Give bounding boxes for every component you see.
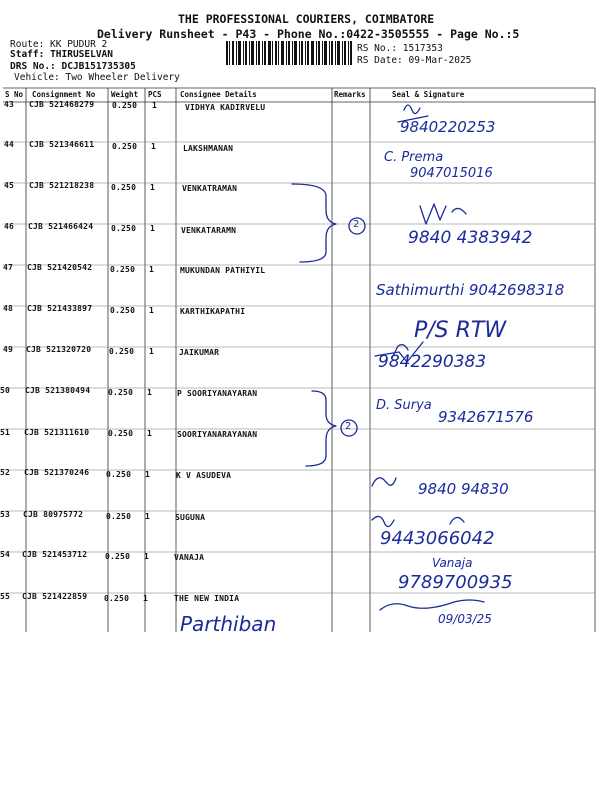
handwritten-phone: 9047015016 <box>410 166 493 181</box>
handwritten-name: C. Prema <box>384 150 444 165</box>
row-consignee: KARTHIKAPATHI <box>180 307 246 316</box>
handwritten-phone: 9842290383 <box>378 352 487 372</box>
row-weight: 0.250 <box>110 306 136 315</box>
row-sno: 52 <box>0 468 11 477</box>
handwritten-signature: Sathimurthi 9042698318 <box>376 281 565 299</box>
courier-company-title: THE PROFESSIONAL COURIERS, COIMBATORE <box>178 12 435 26</box>
handwritten-name: D. Surya <box>376 398 432 413</box>
row-consignee: JAIKUMAR <box>179 348 220 357</box>
row-consignee: LAKSHMANAN <box>183 144 234 153</box>
col-consignment-header: Consignment No <box>32 90 96 99</box>
row-pcs: 1 <box>143 594 149 603</box>
row-sno: 43 <box>4 100 15 109</box>
row-consignee: K V ASUDEVA <box>176 471 232 480</box>
col-sno-header: S No <box>5 90 24 99</box>
row-consignee: THE NEW INDIA <box>174 594 240 603</box>
row-weight: 0.250 <box>104 594 130 603</box>
rs-date: RS Date: 09-Mar-2025 <box>357 55 472 66</box>
row-consignment: CJB 521422859 <box>22 592 88 601</box>
row-consignee: SOORIYANARAYANAN <box>177 430 258 439</box>
row-consignment: CJB 521380494 <box>25 386 91 395</box>
row-pcs: 1 <box>147 388 153 397</box>
row-weight: 0.250 <box>112 101 138 110</box>
row-sno: 51 <box>0 428 11 437</box>
handwritten-phone: 9443066042 <box>380 528 495 549</box>
row-weight: 0.250 <box>109 347 135 356</box>
col-pcs-header: PCS <box>148 90 162 99</box>
row-pcs: 1 <box>145 470 151 479</box>
drs-number: DCJB151735305 <box>61 61 136 72</box>
row-consignment: CJB 521311610 <box>24 428 90 437</box>
row-consignment: CJB 521218238 <box>29 181 95 190</box>
row-consignment: CJB 521346611 <box>29 140 95 149</box>
row-consignee: VENKATARAMN <box>181 226 237 235</box>
row-weight: 0.250 <box>111 224 137 233</box>
row-sno: 48 <box>3 304 14 313</box>
handwritten-name: Parthiban <box>180 612 277 636</box>
row-weight: 0.250 <box>111 183 137 192</box>
handwritten-phone: 9840 4383942 <box>408 228 533 248</box>
staff-name: THIRUSELVAN <box>50 49 113 60</box>
row-weight: 0.250 <box>106 470 132 479</box>
row-pcs: 1 <box>145 512 151 521</box>
row-sno: 45 <box>4 181 15 190</box>
col-weight-header: Weight <box>111 90 139 99</box>
row-weight: 0.250 <box>110 265 136 274</box>
row-weight: 0.250 <box>106 512 132 521</box>
row-consignee: VIDHYA KADIRVELU <box>185 103 266 112</box>
handwritten-signature: 9840 94830 <box>418 480 509 498</box>
row-consignment: CJB 521420542 <box>27 263 93 272</box>
circled-mark: 2 <box>353 219 360 230</box>
row-pcs: 1 <box>150 224 156 233</box>
row-consignment: CJB 521453712 <box>22 550 88 559</box>
row-consignee: SUGUNA <box>175 513 206 522</box>
rs-number: RS No.: 1517353 <box>357 43 443 54</box>
row-sno: 47 <box>3 263 14 272</box>
row-sno: 54 <box>0 550 11 559</box>
row-consignment: CJB 521370246 <box>24 468 90 477</box>
row-sno: 49 <box>3 345 14 354</box>
handwritten-name: Vanaja <box>432 556 473 570</box>
row-weight: 0.250 <box>112 142 138 151</box>
row-weight: 0.250 <box>108 429 134 438</box>
row-consignment: CJB 521320720 <box>26 345 92 354</box>
col-signature-header: Seal & Signature <box>392 90 465 99</box>
col-consignee-header: Consignee Details <box>180 90 257 99</box>
row-consignee: VENKATRAMAN <box>182 184 238 193</box>
row-pcs: 1 <box>151 142 157 151</box>
row-consignment: CJB 521433897 <box>27 304 93 313</box>
row-consignee: VANAJA <box>174 553 205 562</box>
row-sno: 46 <box>4 222 15 231</box>
row-sno: 53 <box>0 510 11 519</box>
row-sno: 44 <box>4 140 15 149</box>
handwritten-date: 09/03/25 <box>438 612 492 626</box>
row-weight: 0.250 <box>105 552 131 561</box>
staff-label: Staff: <box>10 49 45 60</box>
row-pcs: 1 <box>150 183 156 192</box>
handwritten-phone: 9840220253 <box>400 118 496 136</box>
row-sno: 55 <box>0 592 11 601</box>
row-consignment: CJB 80975772 <box>23 510 84 519</box>
drs-label: DRS No.: <box>10 61 56 72</box>
row-pcs: 1 <box>144 552 150 561</box>
route-text: Route: KK PUDUR 2 <box>10 39 108 50</box>
handwritten-phone: 9342671576 <box>438 408 534 426</box>
row-pcs: 1 <box>147 429 153 438</box>
vehicle-text: Vehicle: Two Wheeler Delivery <box>14 72 180 83</box>
row-weight: 0.250 <box>108 388 134 397</box>
handwritten-note: P/S RTW <box>414 318 507 343</box>
circled-mark: 2 <box>345 421 352 432</box>
col-remarks-header: Remarks <box>334 90 366 99</box>
row-consignment: CJB 521466424 <box>28 222 94 231</box>
row-pcs: 1 <box>149 306 155 315</box>
row-pcs: 1 <box>152 101 158 110</box>
row-sno: 50 <box>0 386 11 395</box>
row-consignee: MUKUNDAN PATHIYIL <box>180 266 266 275</box>
row-pcs: 1 <box>149 347 155 356</box>
handwritten-phone: 9789700935 <box>398 572 513 593</box>
runsheet-subtitle: Delivery Runsheet - P43 - Phone No.:0422-3505555 - Page No.:5 <box>97 27 520 41</box>
row-consignee: P SOORIYANAYARAN <box>177 389 258 398</box>
row-consignment: CJB 521468279 <box>29 100 95 109</box>
row-pcs: 1 <box>149 265 155 274</box>
